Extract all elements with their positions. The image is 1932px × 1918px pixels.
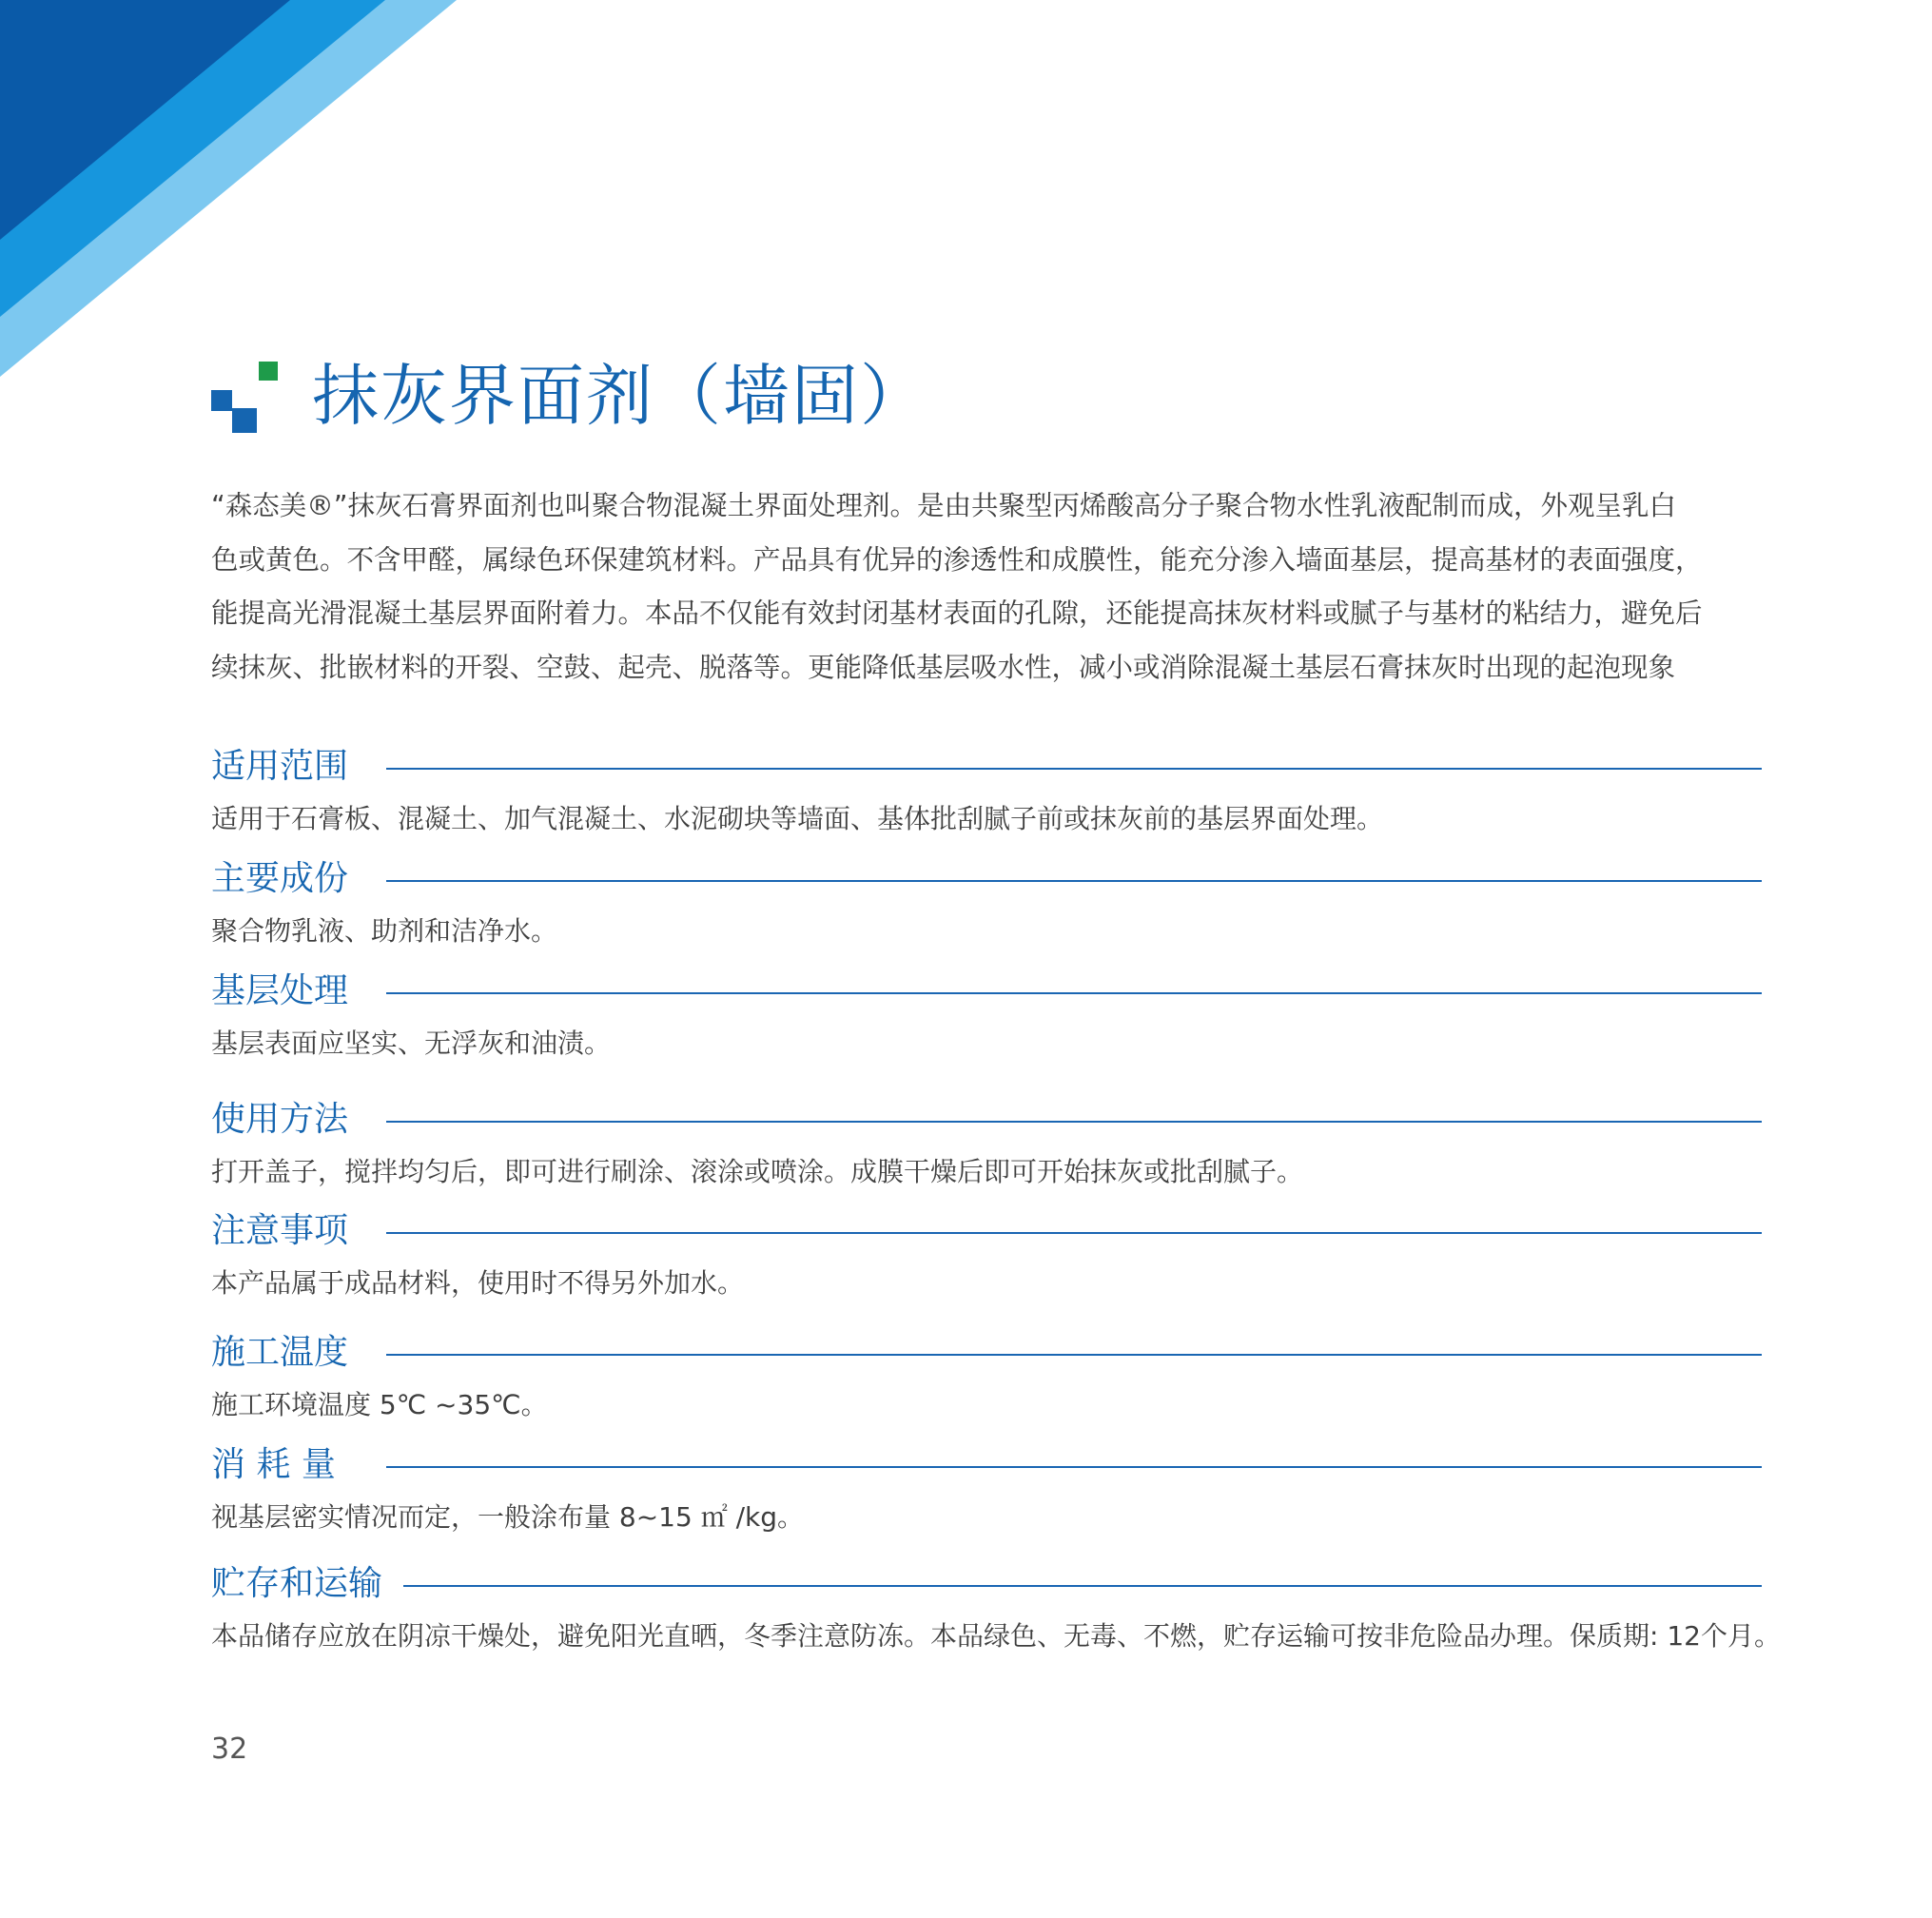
section-divider bbox=[386, 880, 1762, 882]
product-intro bbox=[211, 480, 1757, 695]
product-title: 抹灰界面剂（墙固） bbox=[312, 357, 928, 435]
title-logo-icon bbox=[211, 362, 278, 433]
section-usage bbox=[211, 1093, 1762, 1207]
section-temperature bbox=[211, 1326, 1762, 1440]
section-scope bbox=[211, 740, 1762, 854]
section-body: 视基层密实情况而定，一般涂布量 8~15 ㎡ /kg。 bbox=[211, 1501, 805, 1533]
intro-line: 续抹灰、批嵌材料的开裂、空鼓、起壳、脱落等。更能降低基层吸水性，减小或消除混凝土基层石膏抹灰时出现的起泡现象 bbox=[211, 651, 1676, 683]
section-divider bbox=[386, 768, 1762, 770]
section-consumption bbox=[211, 1438, 1762, 1553]
section-body: 本品储存应放在阴凉干燥处，避免阳光直晒，冬季注意防冻。本品绿色、无毒、不燃，贮存运输可按非危险品办理。保质期: 12个月。 bbox=[211, 1620, 1781, 1652]
section-title: 消 耗 量 bbox=[211, 1445, 336, 1484]
logo-square-green bbox=[259, 362, 278, 381]
section-header bbox=[211, 740, 1762, 793]
corner-stripes-decoration bbox=[0, 0, 476, 400]
section-notes bbox=[211, 1204, 1762, 1319]
section-ingredients bbox=[211, 852, 1762, 967]
section-header bbox=[211, 965, 1762, 1018]
section-title: 施工温度 bbox=[211, 1333, 349, 1372]
section-body: 打开盖子，搅拌均匀后，即可进行刷涂、滚涂或喷涂。成膜干燥后即可开始抹灰或批刮腻子。 bbox=[211, 1156, 1304, 1187]
section-header bbox=[211, 1438, 1762, 1492]
section-divider bbox=[386, 1232, 1762, 1234]
section-body: 本产品属于成品材料，使用时不得另外加水。 bbox=[211, 1267, 745, 1299]
section-title: 注意事项 bbox=[211, 1211, 349, 1250]
section-substrate bbox=[211, 965, 1762, 1079]
section-body: 基层表面应坚实、无浮灰和油渍。 bbox=[211, 1028, 612, 1059]
section-divider bbox=[403, 1585, 1762, 1587]
section-title: 适用范围 bbox=[211, 747, 349, 786]
section-header bbox=[211, 852, 1762, 906]
section-title: 贮存和运输 bbox=[211, 1564, 383, 1603]
intro-line: “森态美®”抹灰石膏界面剂也叫聚合物混凝土界面处理剂。是由共聚型丙烯酸高分子聚合物水性乳液配制而成，外观呈乳白 bbox=[211, 490, 1677, 521]
section-storage bbox=[211, 1557, 1781, 1672]
section-header bbox=[211, 1326, 1762, 1380]
section-body: 施工环境温度 5℃ ~35℃。 bbox=[211, 1389, 548, 1420]
section-title: 基层处理 bbox=[211, 971, 349, 1010]
section-title: 主要成份 bbox=[211, 859, 349, 898]
section-body: 聚合物乳液、助剂和洁净水。 bbox=[211, 915, 558, 947]
page-number: 32 bbox=[211, 1732, 248, 1766]
section-divider bbox=[386, 1466, 1762, 1468]
intro-line: 色或黄色。不含甲醛，属绿色环保建筑材料。产品具有优异的渗透性和成膜性，能充分渗入墙面基层，提高基材的表面强度， bbox=[211, 543, 1703, 576]
section-divider bbox=[386, 992, 1762, 994]
section-header bbox=[211, 1093, 1762, 1146]
section-divider bbox=[386, 1354, 1762, 1356]
section-divider bbox=[386, 1121, 1762, 1123]
logo-square-blue-large bbox=[232, 408, 257, 433]
section-body: 适用于石膏板、混凝土、加气混凝土、水泥砌块等墙面、基体批刮腻子前或抹灰前的基层界面处理。 bbox=[211, 803, 1384, 834]
logo-square-blue-small bbox=[211, 390, 232, 411]
section-header bbox=[211, 1557, 1762, 1611]
intro-line: 能提高光滑混凝土基层界面附着力。本品不仅能有效封闭基材表面的孔隙，还能提高抹灰材料或腻子与基材的粘结力，避免后 bbox=[211, 597, 1703, 629]
section-header bbox=[211, 1204, 1762, 1258]
section-title: 使用方法 bbox=[211, 1100, 349, 1139]
